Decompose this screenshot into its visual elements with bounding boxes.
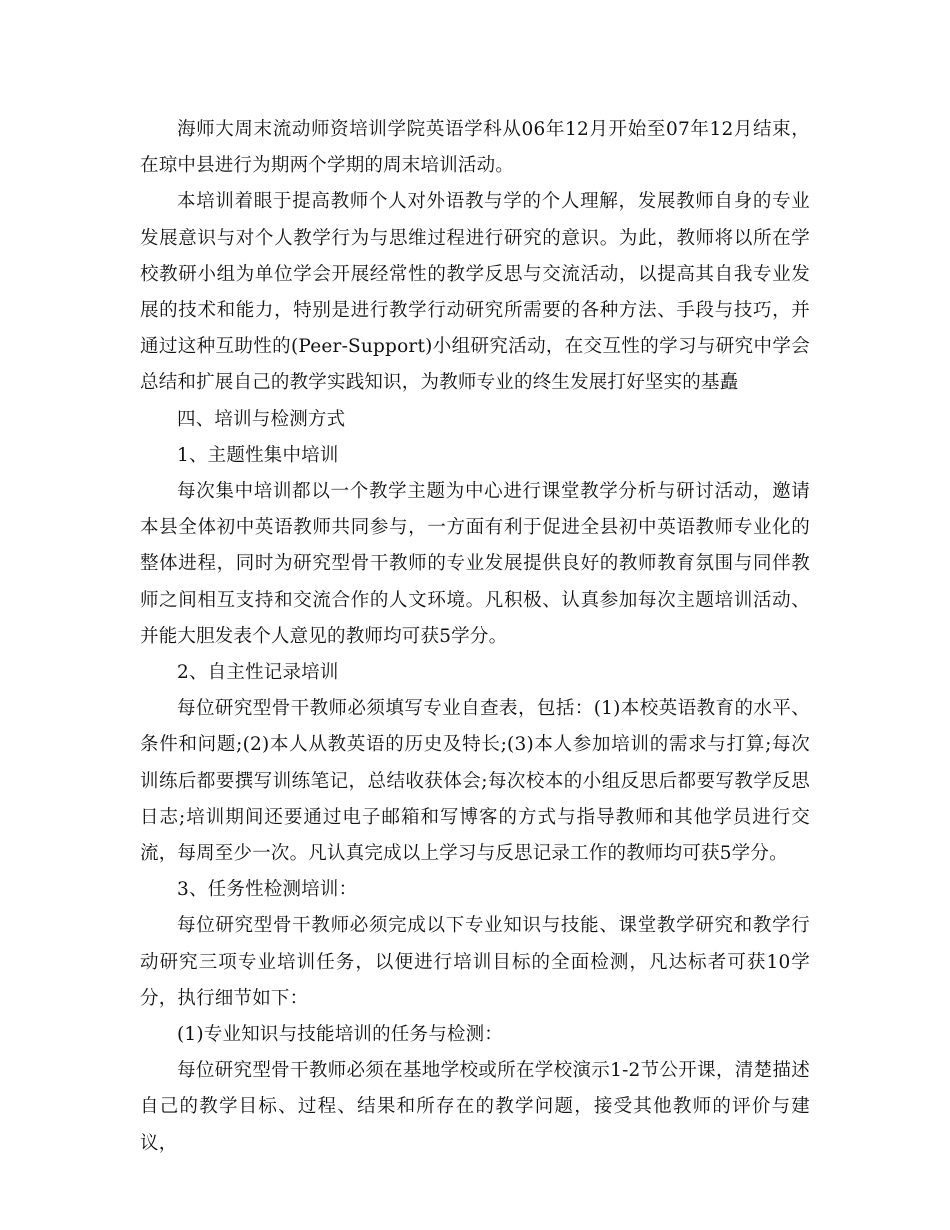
subheading-task-training: 3、任务性检测培训： — [177, 879, 358, 901]
paragraph-thematic-training: 每次集中培训都以一个教学主题为中心进行课堂教学分析与研讨活动，邀请本县全体初中英语教师共同参与，一方面有利于促进全县初中英语教师专业化的整体进程，同时为研究型骨干教师的专业发展提供良好的教师教育氛围与同伴教师之间相互支持和交流合作的人文环境。凡积极、认真参加每次主题培训活动、并能大胆发表个人意见的教师均可获5学分。 — [140, 481, 810, 647]
paragraph-professional-skills: 每位研究型骨干教师必须在基地学校或所在学校演示1-2节公开课，清楚描述自己的教学目标、过程、结果和所存在的教学问题，接受其他教师的评价与建议， — [140, 1060, 810, 1154]
section-heading-training-methods: 四、培训与检测方式 — [177, 408, 346, 430]
document-body — [140, 112, 810, 1162]
subheading-self-record-training: 2、自主性记录培训 — [177, 662, 339, 684]
paragraph-task-training: 每位研究型骨干教师必须完成以下专业知识与技能、课堂教学研究和教学行动研究三项专业培训任务，以便进行培训目标的全面检测，凡达标者可获10学分，执行细节如下： — [140, 915, 810, 1009]
paragraph-training-goal: 本培训着眼于提高教师个人对外语教与学的个人理解，发展教师自身的专业发展意识与对个人教学行为与思维过程进行研究的意识。为此，教师将以所在学校教研小组为单位学会开展经常性的教学反思与交流活动，以提高其自我专业发展的技术和能力，特别是进行教学行动研究所需要的各种方法、手段与技巧，并通过这种互助性的(Peer-Support)小组研究活动，在交互性的学习与研究中学会总结和扩展自己的教学实践知识，为教师专业的终生发展打好坚实的基矗 — [140, 191, 810, 394]
subheading-thematic-training: 1、主题性集中培训 — [177, 444, 339, 466]
subheading-professional-skills: (1)专业知识与技能培训的任务与检测： — [177, 1024, 504, 1046]
paragraph-self-record-training: 每位研究型骨干教师必须填写专业自查表，包括：(1)本校英语教育的水平、条件和问题;(2)本人从教英语的历史及特长;(3)本人参加培训的需求与打算;每次训练后都要撰写训练笔记，总结收获体会;每次校本的小组反思后都要写教学反思日志;培训期间还要通过电子邮箱和写博客的方式与指导教师和其他学员进行交流，每周至少一次。凡认真完成以上学习与反思记录工作的教师均可获5学分。 — [140, 698, 810, 865]
paragraph-intro: 海师大周末流动师资培训学院英语学科从06年12月开始至07年12月结束，在琼中县进行为期两个学期的周末培训活动。 — [140, 119, 810, 177]
